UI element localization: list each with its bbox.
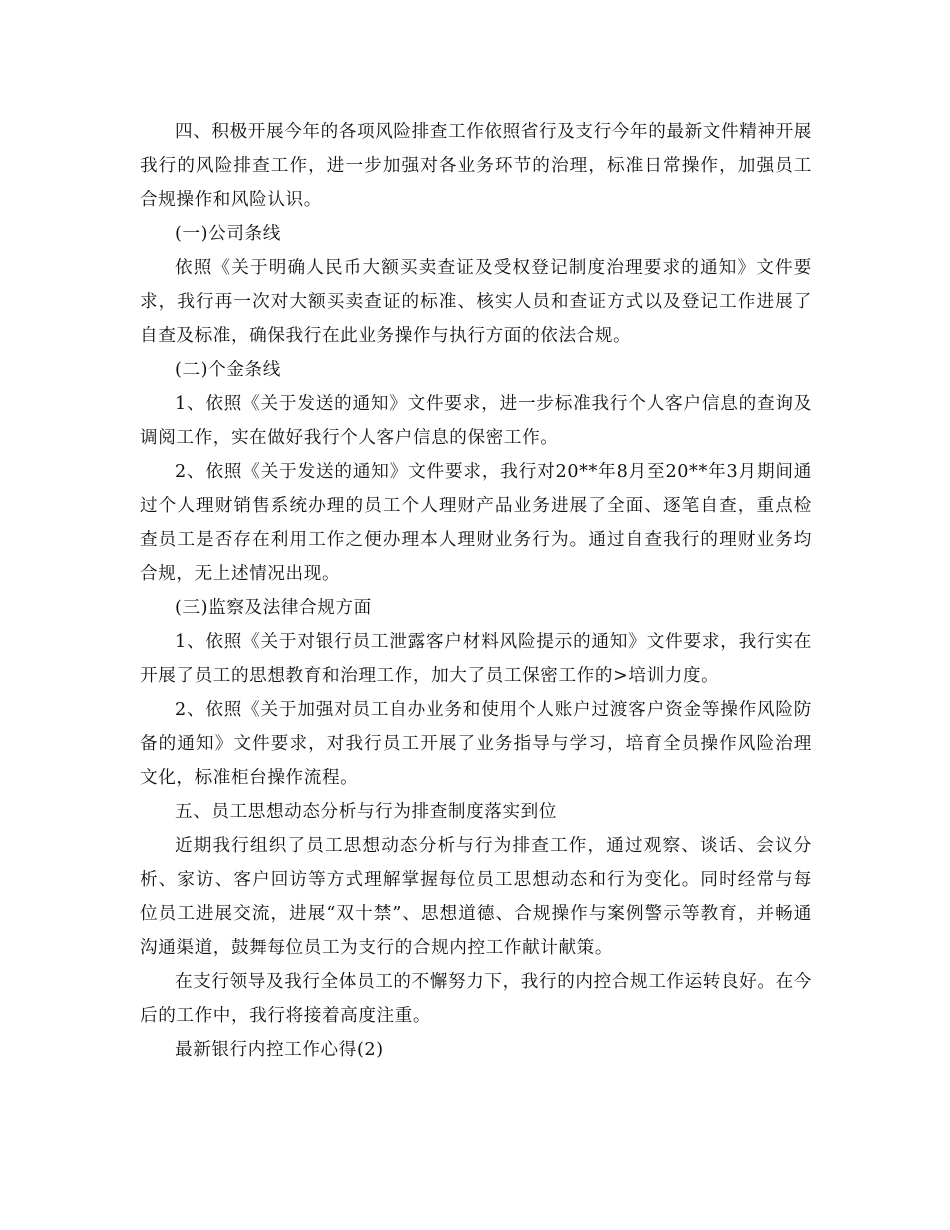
subheading-company-line: (一)公司条线 [175, 224, 281, 244]
heading-section-five: 五、员工思想动态分析与行为排查制度落实到位 [175, 802, 558, 822]
paragraph-section-five: 近期我行组织了员工思想动态分析与行为排查工作，通过观察、谈话、会议分析、家访、客户回访等方式理解掌握每位员工思想动态和行为变化。同时经常与每位员工进展交流，进展“双十禁”、思想道德、合规操作与案例警示等教育，并畅通沟通渠道，鼓舞每位员工为支行的合规内控工作献计献策。 [140, 836, 812, 958]
paragraph-conclusion: 在支行领导及我行全体员工的不懈努力下，我行的内控合规工作运转良好。在今后的工作中，我行将接着高度注重。 [140, 972, 812, 1026]
paragraph-compliance-2: 2、依照《关于加强对员工自办业务和使用个人账户过渡客户资金等操作风险防备的通知》文件要求，对我行员工开展了业务指导与学习，培育全员操作风险治理文化，标准柜台操作流程。 [140, 700, 812, 788]
paragraph-personal-finance-2: 2、依照《关于发送的通知》文件要求，我行对20**年8月至20**年3月期间通过个人理财销售系统办理的员工个人理财产品业务进展了全面、逐笔自查，重点检查员工是否存在利用工作之便办理本人理财业务行为。通过自查我行的理财业务均合规，无上述情况出现。 [140, 462, 812, 584]
paragraph-section-four: 四、积极开展今年的各项风险排查工作依照省行及支行今年的最新文件精神开展我行的风险排查工作，进一步加强对各业务环节的治理，标准日常操作，加强员工合规操作和风险认识。 [140, 122, 812, 210]
next-article-title: 最新银行内控工作心得(2) [175, 1040, 384, 1060]
subheading-compliance: (三)监察及法律合规方面 [175, 598, 372, 618]
subheading-personal-finance-line: (二)个金条线 [175, 360, 281, 380]
paragraph-compliance-1: 1、依照《关于对银行员工泄露客户材料风险提示的通知》文件要求，我行实在开展了员工的思想教育和治理工作，加大了员工保密工作的>培训力度。 [140, 632, 812, 686]
document-body [140, 115, 812, 1067]
paragraph-personal-finance-1: 1、依照《关于发送的通知》文件要求，进一步标准我行个人客户信息的查询及调阅工作，实在做好我行个人客户信息的保密工作。 [140, 394, 812, 448]
paragraph-company-line: 依照《关于明确人民币大额买卖查证及受权登记制度治理要求的通知》文件要求，我行再一次对大额买卖查证的标准、核实人员和查证方式以及登记工作进展了自查及标准，确保我行在此业务操作与执行方面的依法合规。 [140, 258, 812, 346]
